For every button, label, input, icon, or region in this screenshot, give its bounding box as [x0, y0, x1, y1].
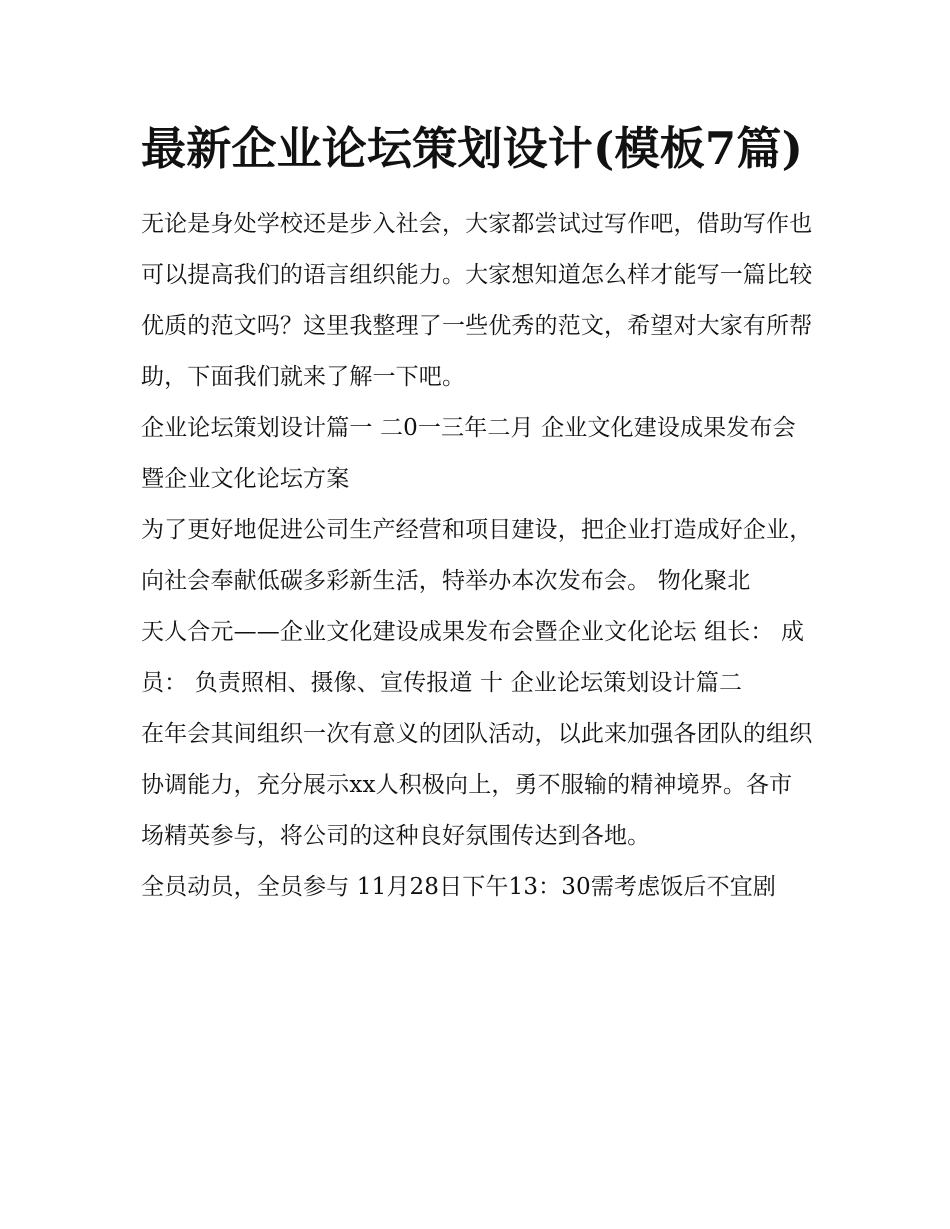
paragraph-plan-one-heading: 企业论坛策划设计篇一 二0一三年二月 企业文化建设成果发布会暨企业文化论坛方案 — [141, 415, 796, 492]
paragraph-team-activity: 在年会其间组织一次有意义的团队活动，以此来加强各团队的组织协调能力，充分展示xx人积极向上，勇不服输的精神境界。各市场精英参与，将公司的这种良好氛围传达到各地。 — [141, 721, 813, 849]
document-body — [141, 112, 813, 913]
paragraph-schedule: 全员动员，全员参与 11月28日下午13：30需考虑饭后不宜剧 — [141, 874, 777, 900]
paragraph-purpose: 为了更好地促进公司生产经营和项目建设，把企业打造成好企业，向社会奉献低碳多彩新生活，特举办本次发布会。 物化聚北 — [141, 517, 813, 594]
document-title: 最新企业论坛策划设计(模板7篇) — [141, 122, 804, 175]
paragraph-organization: 天人合元——企业文化建设成果发布会暨企业文化论坛 组长： 成员： 负责照相、摄像、宣传报道 十 企业论坛策划设计篇二 — [141, 619, 805, 696]
paragraph-intro: 无论是身处学校还是步入社会，大家都尝试过写作吧，借助写作也可以提高我们的语言组织能力。大家想知道怎么样才能写一篇比较优质的范文吗？这里我整理了一些优秀的范文，希望对大家有所帮助，下面我们就来了解一下吧。 — [141, 211, 813, 390]
